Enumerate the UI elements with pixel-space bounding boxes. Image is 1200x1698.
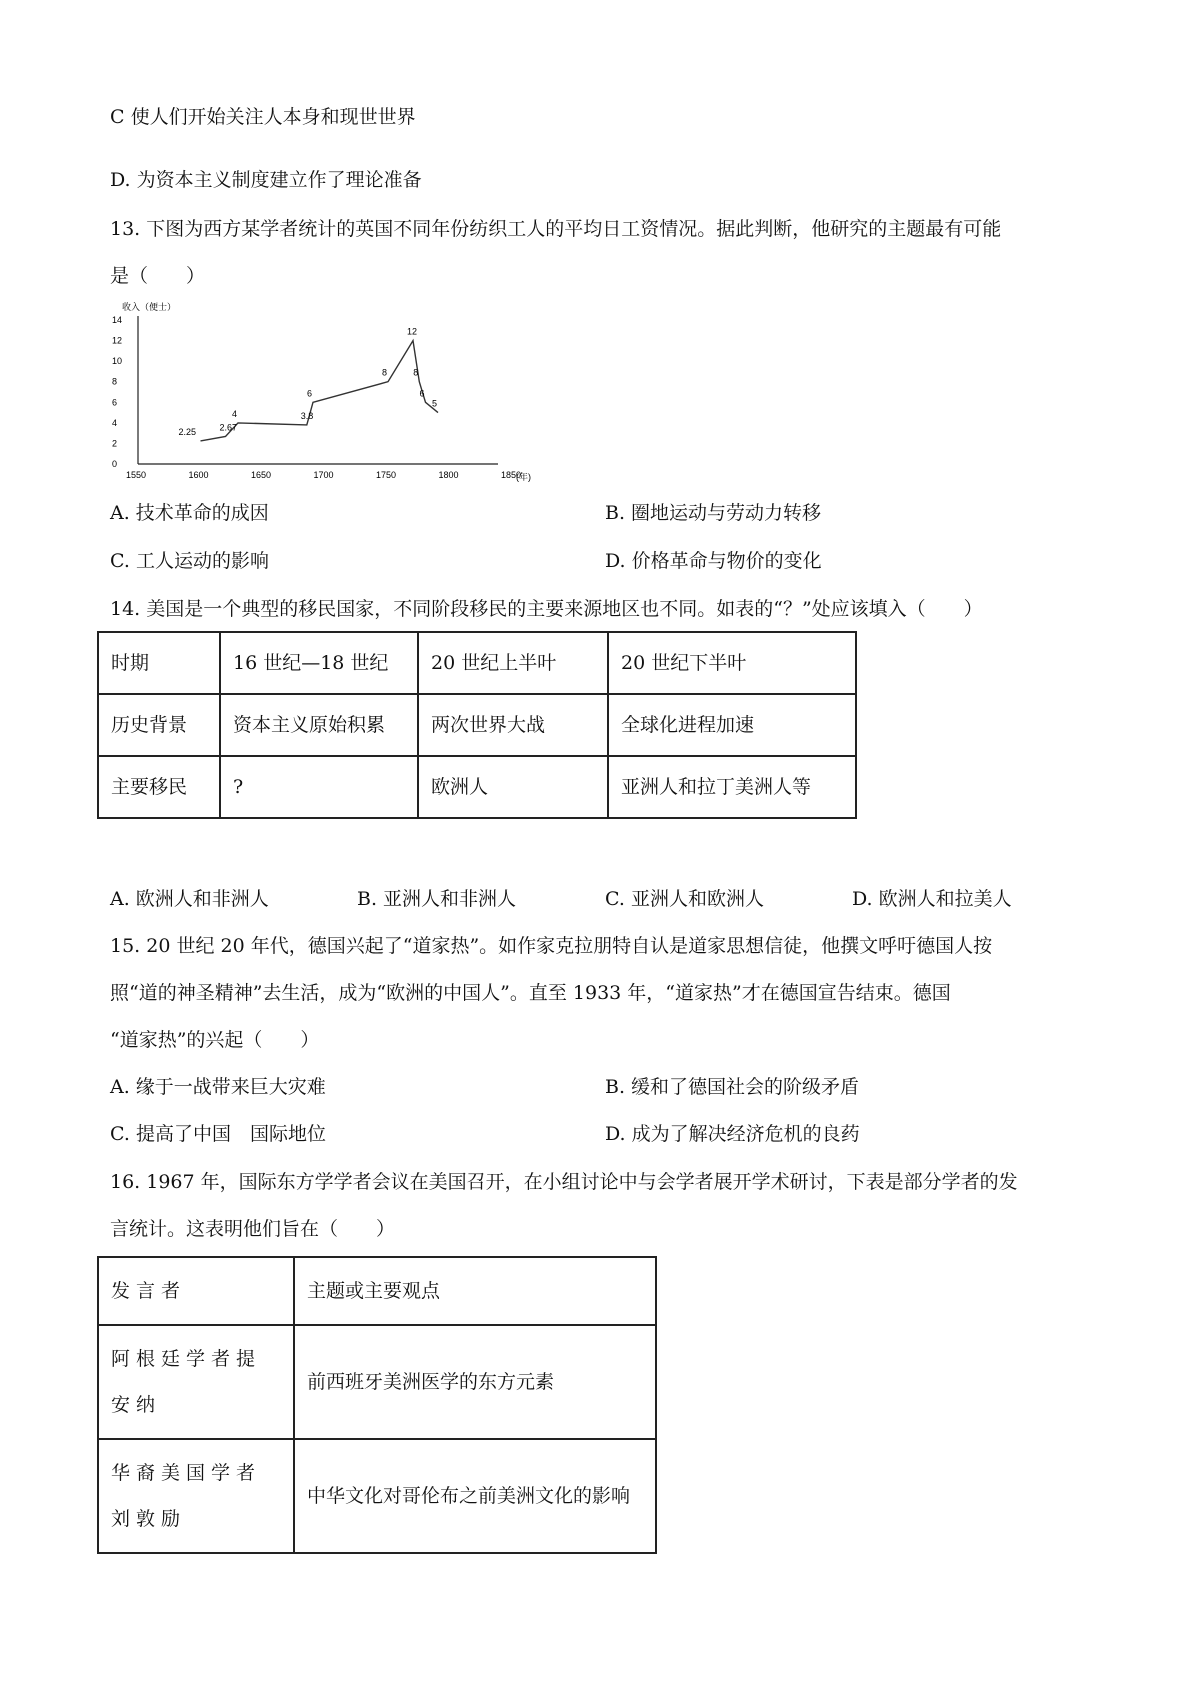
table-cell: ? (220, 756, 418, 818)
table-cell: 主要移民 (98, 756, 220, 818)
y-tick-label: 6 (112, 397, 118, 408)
q13-option-b: B. 圈地运动与劳动力转移 (605, 502, 822, 524)
data-point-label: 4 (232, 408, 238, 419)
table-row (98, 1325, 656, 1439)
q12-option-d: D. 为资本主义制度建立作了理论准备 (110, 169, 422, 191)
table-cell: 华裔美国学者刘敦励 (98, 1439, 294, 1553)
q16-stem-line2: 言统计。这表明他们旨在（ ） (110, 1218, 396, 1240)
q15-option-c: C. 提高了中国 国际地位 (110, 1123, 326, 1145)
q14-option-d: D. 欧洲人和拉美人 (852, 888, 1012, 910)
table-cell: 时期 (98, 632, 220, 694)
table-cell: 前西班牙美洲医学的东方元素 (294, 1325, 656, 1439)
data-point-label: 6 (307, 388, 313, 399)
data-point-label: 5 (432, 398, 438, 409)
y-tick-label: 4 (112, 417, 118, 428)
q15-stem-line3: “道家热”的兴起（ ） (110, 1029, 320, 1051)
q14-immigration-table (97, 631, 857, 819)
q15-option-a: A. 缘于一战带来巨大灾难 (110, 1076, 326, 1098)
table-cell: 中华文化对哥伦布之前美洲文化的影响 (294, 1439, 656, 1553)
x-tick-label: 1800 (438, 470, 459, 480)
table-cell: 20 世纪下半叶 (608, 632, 856, 694)
chart-y-axis-label: 收入（便士） (122, 302, 177, 312)
q15-option-b: B. 缓和了德国社会的阶级矛盾 (605, 1076, 860, 1098)
x-tick-label: 1600 (188, 470, 209, 480)
chart-x-axis-unit: (年) (516, 472, 531, 482)
q15-option-d: D. 成为了解决经济危机的良药 (605, 1123, 860, 1145)
table-cell: 历史背景 (98, 694, 220, 756)
table-cell: 16 世纪—18 世纪 (220, 632, 418, 694)
x-tick-label: 1700 (313, 470, 334, 480)
y-tick-label: 2 (112, 438, 118, 449)
table-cell: 亚洲人和拉丁美洲人等 (608, 756, 856, 818)
wage-line-chart (108, 298, 548, 488)
data-point-label: 8 (382, 367, 388, 378)
table-cell: 资本主义原始积累 (220, 694, 418, 756)
table-row (98, 756, 856, 818)
q13-stem-line2: 是（ ） (110, 265, 206, 287)
y-tick-label: 10 (112, 356, 123, 367)
x-tick-label: 1750 (376, 470, 397, 480)
table-cell: 20 世纪上半叶 (418, 632, 608, 694)
y-tick-label: 12 (112, 335, 123, 346)
q14-option-a: A. 欧洲人和非洲人 (110, 888, 269, 910)
table-cell: 发言者 (98, 1257, 294, 1325)
q13-option-a: A. 技术革命的成因 (110, 502, 269, 524)
q13-stem-line1: 13. 下图为西方某学者统计的英国不同年份纺织工人的平均日工资情况。据此判断，他研究的主题最有可能 (110, 218, 1002, 240)
q15-stem-line2: 照“道的神圣精神”去生活，成为“欧洲的中国人”。直至 1933 年，“道家热”才在德国宣告结束。德国 (110, 982, 951, 1004)
data-point-label: 12 (407, 326, 418, 337)
q16-speaker-table (97, 1256, 657, 1554)
data-point-label: 2.67 (219, 422, 238, 433)
q16-stem-line1: 16. 1967 年，国际东方学学者会议在美国召开，在小组讨论中与会学者展开学术研讨，下表是部分学者的发 (110, 1171, 1018, 1193)
table-row (98, 1257, 656, 1325)
x-tick-label: 1850 (501, 470, 522, 480)
table-row (98, 632, 856, 694)
data-point-label: 2.25 (178, 426, 197, 437)
q14-option-c: C. 亚洲人和欧洲人 (605, 888, 764, 910)
q13-option-d: D. 价格革命与物价的变化 (605, 550, 822, 572)
table-cell: 阿根廷学者提安纳 (98, 1325, 294, 1439)
q14-option-b: B. 亚洲人和非洲人 (357, 888, 517, 910)
q13-wage-chart (108, 298, 548, 488)
x-tick-label: 1550 (126, 470, 147, 480)
data-point-label: 6 (419, 388, 425, 399)
table-cell: 主题或主要观点 (294, 1257, 656, 1325)
data-point-label: 3.8 (300, 410, 314, 421)
table-row (98, 1439, 656, 1553)
y-tick-label: 8 (112, 376, 118, 387)
table-cell: 全球化进程加速 (608, 694, 856, 756)
q15-stem-line1: 15. 20 世纪 20 年代，德国兴起了“道家热”。如作家克拉朋特自认是道家思想信徒，他撰文呼吁德国人按 (110, 935, 993, 957)
y-tick-label: 0 (112, 459, 118, 469)
q14-stem: 14. 美国是一个典型的移民国家，不同阶段移民的主要来源地区也不同。如表的“？”处应该填入（ ） (110, 598, 983, 620)
chart-axes (138, 316, 498, 464)
q12-option-c: C 使人们开始关注人本身和现世世界 (110, 106, 416, 128)
y-tick-label: 14 (112, 315, 123, 325)
q13-option-c: C. 工人运动的影响 (110, 550, 269, 572)
table-cell: 欧洲人 (418, 756, 608, 818)
chart-data-labels (179, 327, 438, 437)
table-row (98, 694, 856, 756)
table-cell: 两次世界大战 (418, 694, 608, 756)
data-point-label: 8 (413, 367, 419, 378)
chart-ticks (112, 315, 521, 480)
x-tick-label: 1650 (251, 470, 272, 480)
